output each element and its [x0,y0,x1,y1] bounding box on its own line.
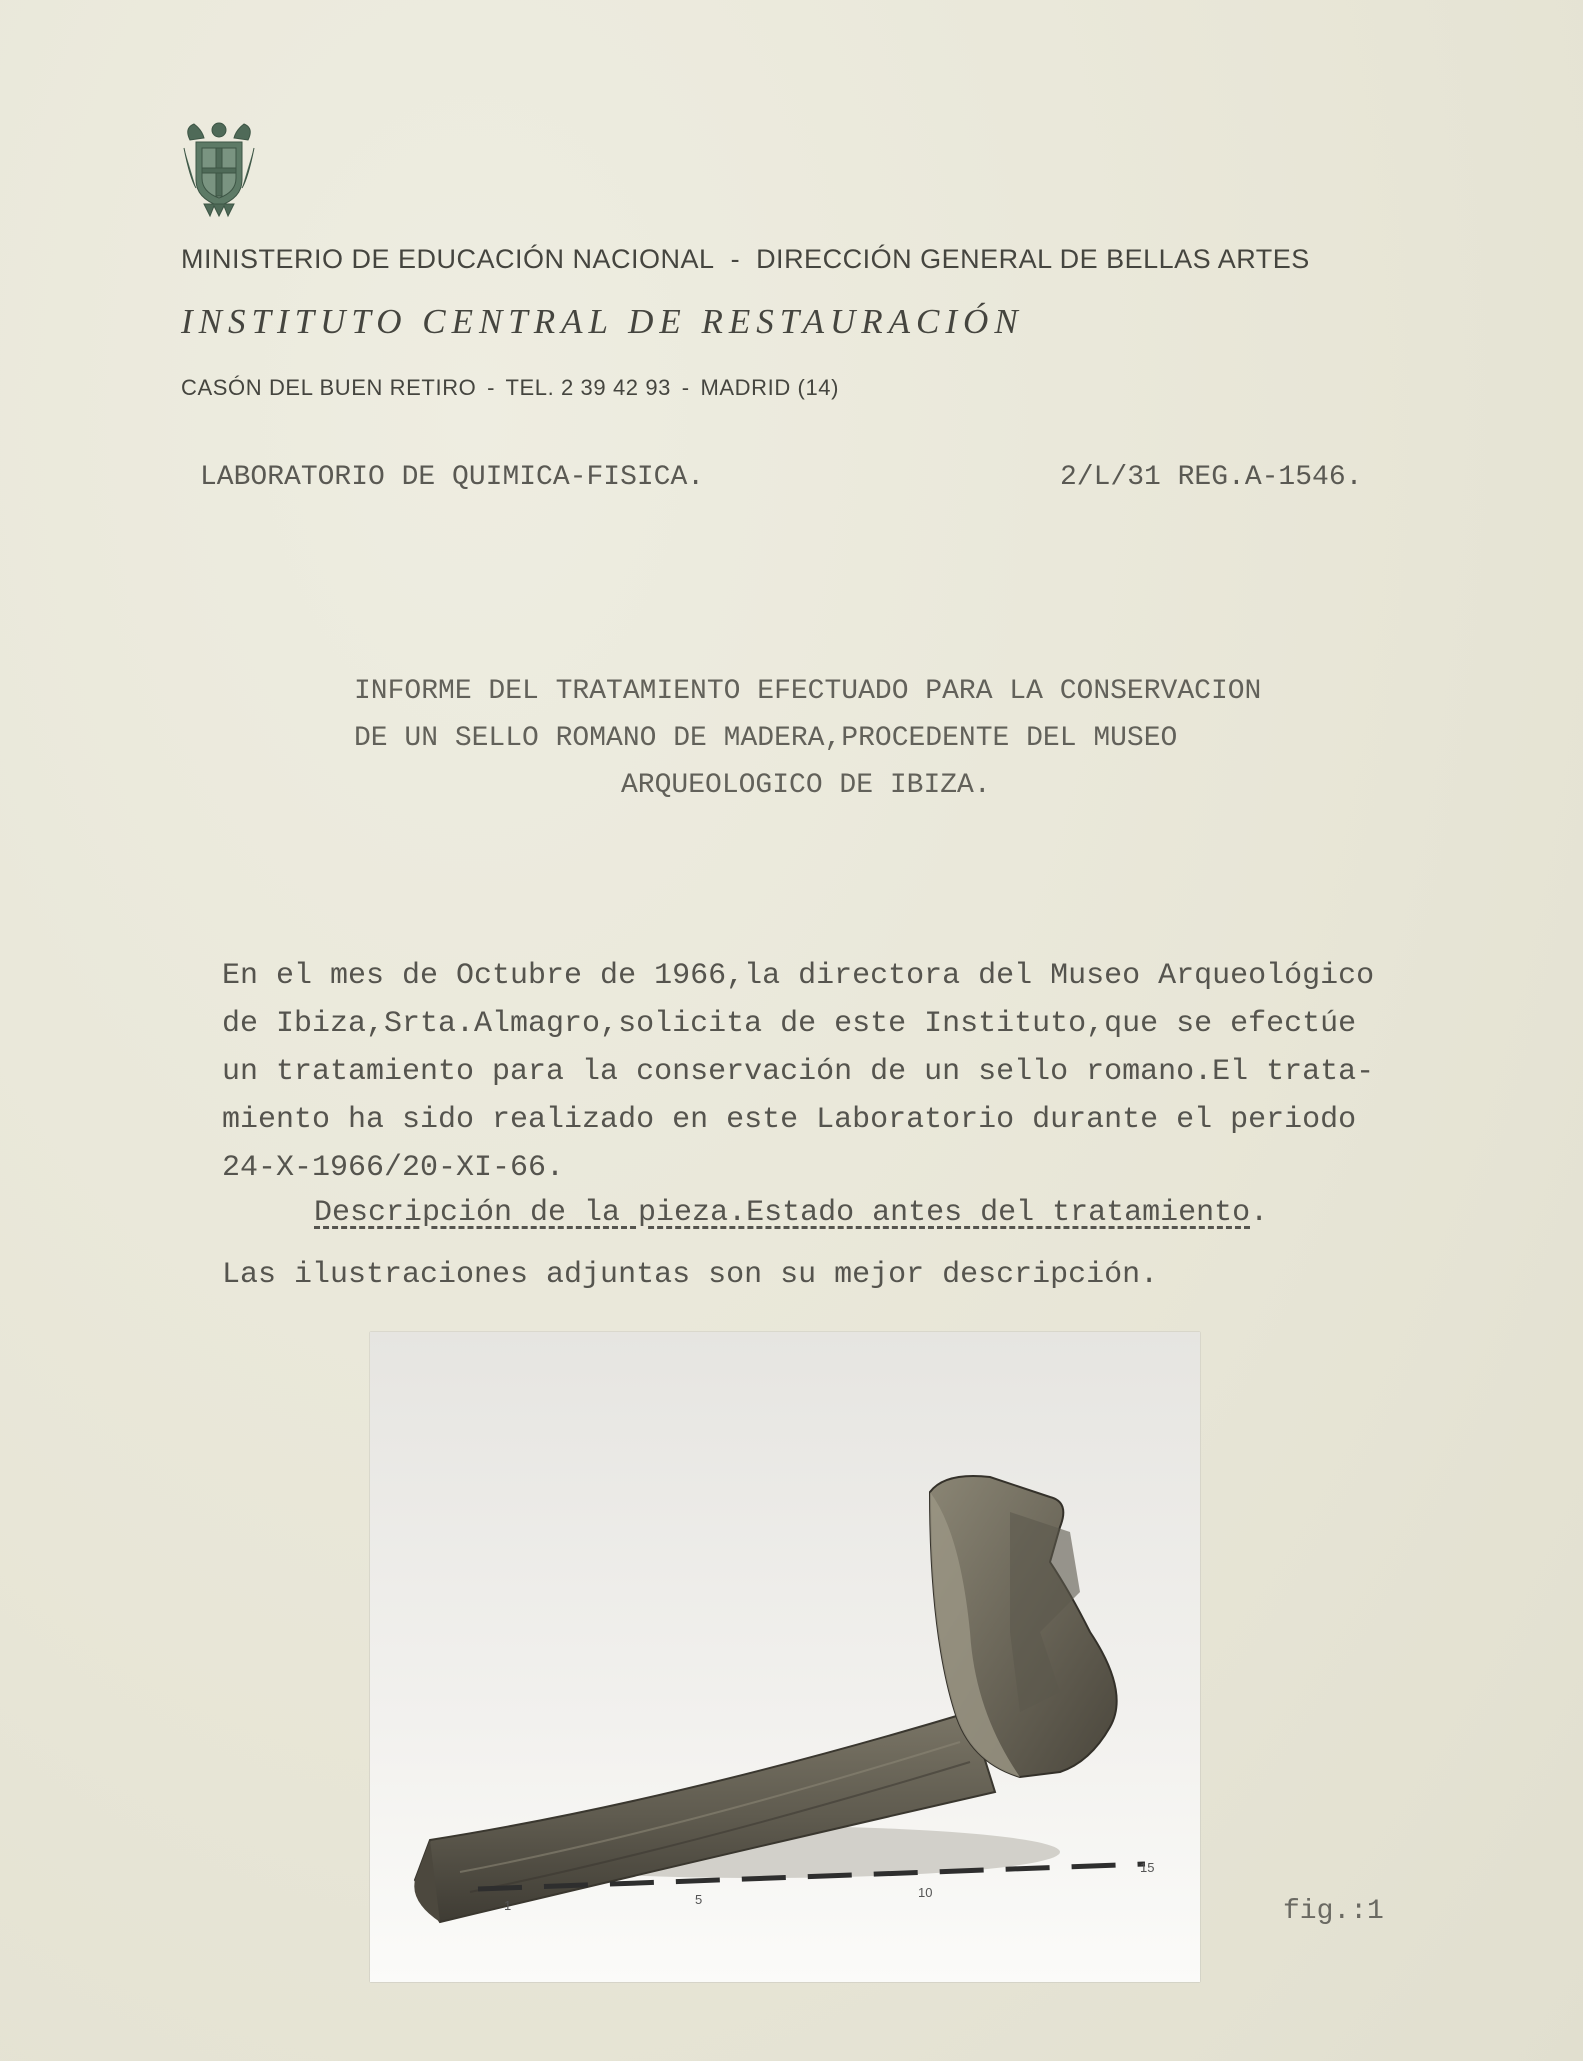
ministry-name: MINISTERIO DE EDUCACIÓN NACIONAL [181,244,715,274]
title-line: INFORME DEL TRATAMIENTO EFECTUADO PARA LA CONSERVACION [354,676,1262,707]
body-paragraph [222,952,1374,1192]
subheading-period: . [1250,1196,1269,1230]
institute-name: INSTITUTO CENTRAL DE RESTAURACIÓN [181,302,1024,341]
body-line: un tratamiento para la conservación de un sello romano.El trata- [222,1055,1375,1089]
address-tel: TEL. 2 39 42 93 [505,375,671,400]
letterhead-address [181,375,839,401]
subheading-text: Descripción de la pieza.Estado antes del tratamiento [314,1196,1251,1230]
seal-photograph [370,1332,1200,1982]
body-line: de Ibiza,Srta.Almagro,solicita de este Instituto,que se efectúe [222,1007,1357,1041]
scale-label: 10 [918,1885,933,1900]
body-line: En el mes de Octubre de 1966,la directora del Museo Arqueológico [222,959,1375,993]
direction-name: DIRECCIÓN GENERAL DE BELLAS ARTES [756,244,1310,274]
body-line: 24-X-1966/20-XI-66. [222,1151,565,1185]
letterhead-ministry-line [181,244,1310,275]
scale-label: 15 [1140,1860,1155,1875]
address-place: CASÓN DEL BUEN RETIRO [181,375,477,400]
address-separator: - [681,375,690,400]
body-line: miento ha sido realizado en este Laboratorio durante el periodo [222,1103,1357,1137]
address-separator: - [487,375,496,400]
address-city: MADRID (14) [700,375,840,400]
title-line: ARQUEOLOGICO DE IBIZA. [621,770,991,801]
title-line: DE UN SELLO ROMANO DE MADERA,PROCEDENTE DEL MUSEO [354,723,1178,754]
laboratory-name: LABORATORIO DE QUIMICA-FISICA. [200,462,705,493]
wooden-seal-image [370,1332,1200,1982]
report-title [354,668,1261,809]
section-subheading [314,1196,1268,1230]
figure-label: fig.:1 [1283,1896,1384,1927]
scale-label: 1 [504,1898,512,1913]
letterhead-separator: - [730,244,741,274]
coat-of-arms-icon [180,118,258,218]
registry-reference: 2/L/31 REG.A-1546. [1060,462,1363,493]
scale-label: 5 [695,1892,703,1907]
illustrations-note: Las ilustraciones adjuntas son su mejor descripción. [222,1258,1159,1292]
